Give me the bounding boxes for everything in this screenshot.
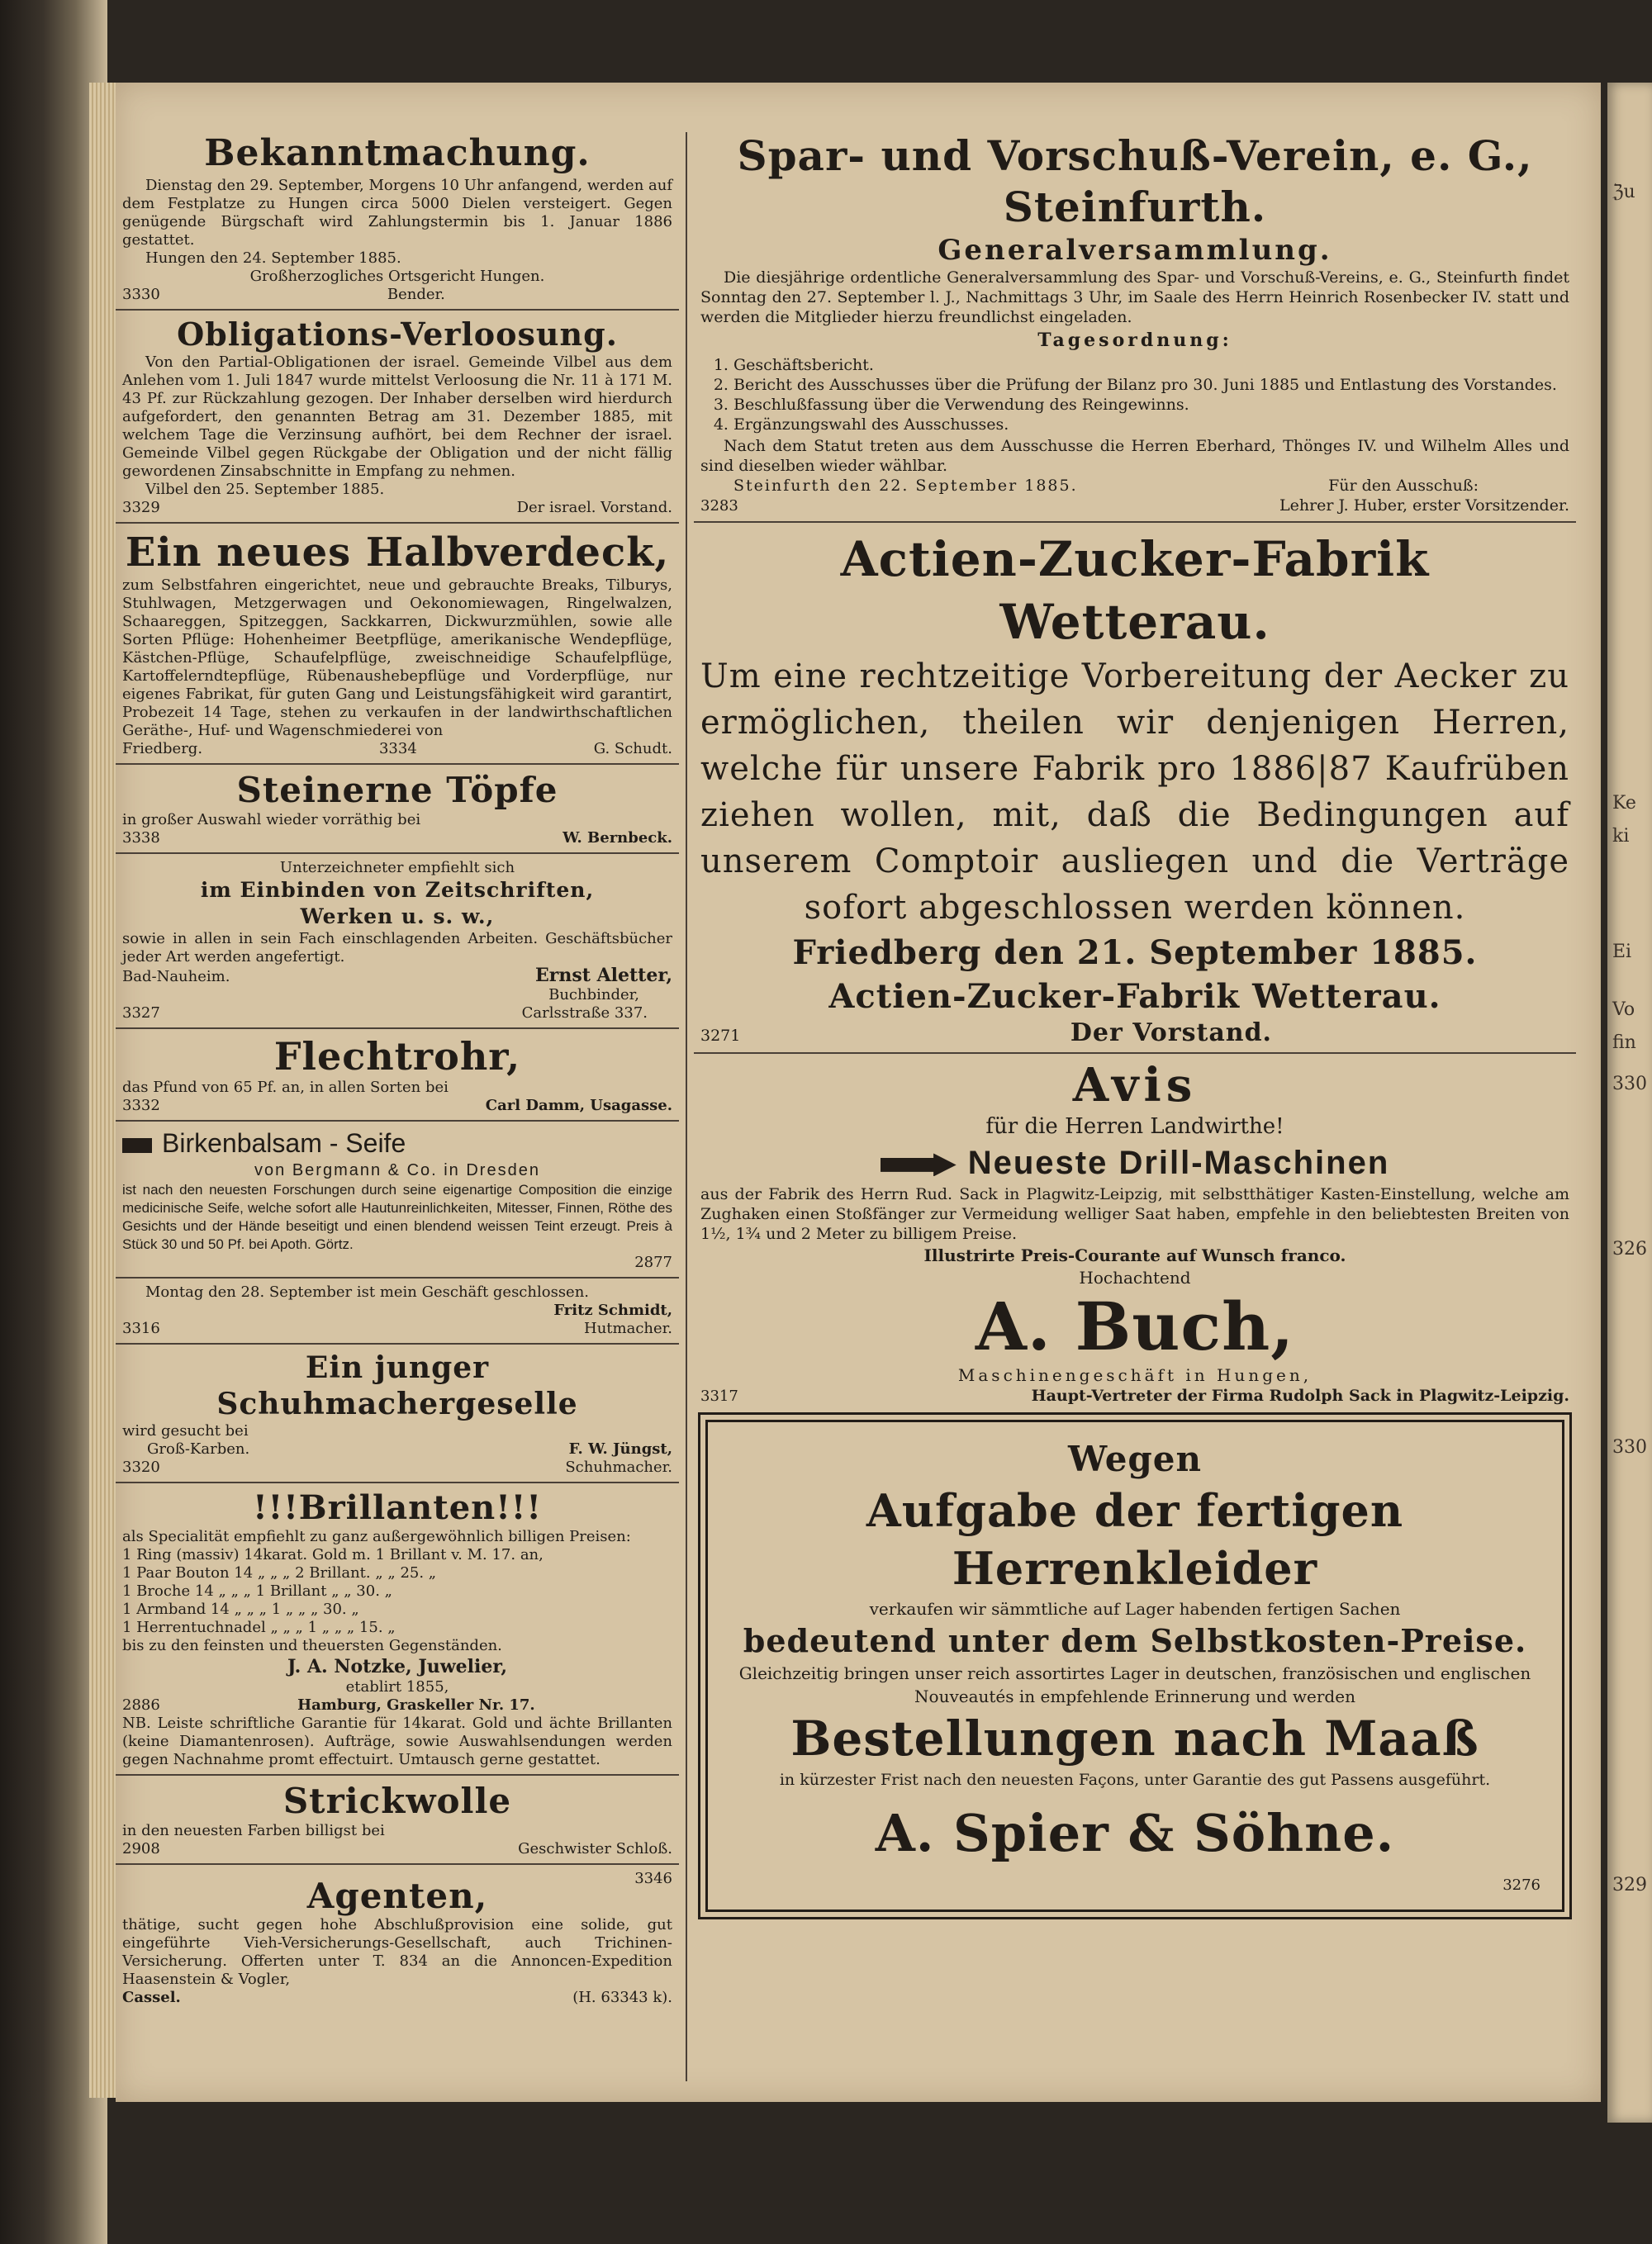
pointing-hand-icon [881,1153,957,1176]
ad-zucker [694,528,1576,1047]
ad-signer: Geschwister Schloß. [518,1840,672,1857]
ad-title: !!!Brillanten!!! [253,1488,542,1527]
ad-number: 3329 [122,499,160,516]
ad-signer: Actien-Zucker-Fabrik Wetterau. [828,977,1441,1016]
ad-title: Actien-Zucker-Fabrik Wetterau. [840,531,1430,650]
ad-number: 3338 [122,829,160,847]
next-page-fragment: 329 [1612,1875,1647,1895]
ad-intro: als Specialität empfiehlt zu ganz außergewöhnlich billigen Preisen: [122,1528,631,1545]
ad-body: Die diesjährige ordentliche Generalversammlung des Spar- und Vorschuß-Vereins, e. G., Steinfurth findet Sonntag den 27. September l. J., Nachmittags 3 Uhr, im Saale des Herrn Heinrich Rosenbecker IV. statt und werden die Mitglieder hierzu freundlichst eingeladen. [700,268,1569,326]
ad-number: 3346 [634,1870,672,1887]
ad-number: 2886 [122,1696,160,1714]
ad-number: 2908 [122,1840,160,1857]
ad-headline: Neueste Drill-Maschinen [967,1145,1390,1181]
ad-number: 3334 [378,740,417,757]
ad-title: Birkenbalsam - Seife [162,1128,406,1158]
ad-name: Ernst Aletter, [535,965,672,986]
divider [116,1774,679,1776]
left-column [116,130,679,2007]
ad-signer: Lehrer J. Huber, erster Vorsitzender. [1279,496,1569,515]
divider [694,521,1576,523]
agenda-title: Tagesordnung: [1037,330,1232,351]
ad-place: Bad-Nauheim. [122,968,230,985]
ad-place: Groß-Karben. [147,1440,250,1458]
ad-title: Ein junger Schuhmachergeselle [216,1350,578,1421]
ad-name: Fritz Schmidt, [553,1302,672,1319]
divider [116,1277,679,1279]
ad-for: Für den Ausschuß: [1328,477,1479,495]
ad-line: Gleichzeitig bringen unser reich assortirtes Lager in deutschen, französischen und englischen Nouveautés in empfehlende Erinnerung und werden [738,1663,1531,1706]
ad-date: Friedberg den 21. September 1885. [792,933,1478,972]
ad-brillanten [116,1488,679,1769]
divider [116,1343,679,1345]
ad-illus: Illustrirte Preis-Courante auf Wunsch franco. [923,1245,1346,1265]
page-stack-edge [89,83,116,2098]
ad-headline: Bestellungen nach Maaß [790,1710,1479,1767]
next-page-fragment: ki [1612,826,1630,847]
next-page-fragment: 330 [1612,1437,1647,1458]
ad-strickwolle [116,1781,679,1858]
ad-place: Friedberg. [122,740,203,757]
ad-date: Steinfurth den 22. September 1885. [733,477,1078,495]
ad-toepfe [116,770,679,847]
agenda-item: 2. Bericht des Ausschusses über die Prüfung der Bilanz pro 30. Juni 1885 und Entlastung des Vorstandes. [733,375,1569,395]
ad-number: 2877 [634,1254,672,1271]
ad-name: F. W. Jüngst, [568,1440,672,1458]
ad-title: Agenten, [306,1876,488,1916]
ad-name: A. Buch, [975,1288,1295,1365]
divider [116,309,679,311]
ad-bekanntmachung [116,130,679,304]
ad-schuhmacher [116,1350,679,1477]
ad-title: Avis [1072,1058,1198,1113]
ad-date: Hungen den 24. September 1885. [145,249,401,267]
ad-line: verkaufen wir sämmtliche auf Lager habenden fertigen Sachen [869,1599,1401,1619]
ad-city: Hamburg, Graskeller Nr. 17. [297,1696,535,1714]
ad-body: aus der Fabrik des Herrn Rud. Sack in Plagwitz-Leipzig, mit selbstthätiger Kasten-Einstellung, welche am Zughaken einen Stoßfänger zur Vermeidung welliger Saat haben, empfehle in den beliebtesten Breiten von 1½, 1¾ und 2 Meter zu billigem Preise. [700,1185,1569,1243]
ad-flechtrohr [116,1034,679,1115]
agenda-list [700,355,1569,434]
ad-rep: Haupt-Vertreter der Firma Rudolph Sack in Plagwitz-Leipzig. [1031,1387,1569,1405]
ad-body: thätige, sucht gegen hohe Abschlußprovision eine solide, gut eingeführte Vieh-Versicherungs-Gesellschaft, auch Trichinen-Versicherung. Offerten unter T. 834 an die Annoncen-Expedition Haasenstein & Vogler, [122,1916,672,1988]
ad-halbverdeck [116,529,679,758]
divider [116,522,679,524]
price-line: 1 Paar Bouton 14 „ „ „ 2 Brillant. „ „ 25. „ [122,1564,437,1582]
next-page-fragment: 326 [1612,1239,1647,1260]
price-line: 1 Herrentuchnadel „ „ „ 1 „ „ „ 15. „ [122,1619,396,1636]
ad-number: 3330 [122,286,160,303]
ad-role: Hutmacher. [584,1320,672,1337]
next-page-fragment: ℨu [1612,182,1635,202]
agenda-item: 4. Ergänzungswahl des Ausschusses. [733,415,1569,434]
column-divider [686,132,687,2081]
ad-obligations [116,315,679,517]
newspaper-page [116,83,1601,2102]
ad-number: 3283 [700,497,738,515]
agenda-item: 1. Geschäftsbericht. [733,355,1569,375]
ad-birkenbalsam [116,1127,679,1272]
ad-nb: NB. Leiste schriftliche Garantie für 14karat. Gold und ächte Brillanten (keine Diamantenrosen). Aufträge, sowie Auswahlsendungen werden gegen Nachnahme promt effectuirt. Umtausch gerne gestattet. [122,1715,672,1768]
black-bar-mark [122,1138,152,1153]
ad-role: Buchbinder, [548,986,639,1003]
ad-body: Montag den 28. September ist mein Geschäft geschlossen. [145,1283,590,1301]
divider [116,763,679,765]
next-page-fragment: Ei [1612,942,1632,962]
ad-sub: für die Herren Landwirthe! [985,1114,1284,1139]
ad-number: 3276 [1502,1876,1540,1894]
ad-tail: bis zu den feinsten und theuersten Gegenständen. [122,1637,502,1654]
ad-maker: von Bergmann & Co. in Dresden [254,1161,540,1179]
ad-sparverein [694,130,1576,516]
next-page-fragment: Vo [1612,999,1635,1020]
ad-title: Ein neues Halbverdeck, [125,529,670,576]
ad-body: sowie in allen in sein Fach einschlagenden Arbeiten. Geschäftsbücher jeder Art werden angefertigt. [122,930,672,965]
ad-date: Vilbel den 25. September 1885. [145,481,385,498]
ad-title: Strickwolle [282,1781,512,1821]
ad-subtitle: Generalversammlung. [938,234,1332,267]
ad-body: zum Selbstfahren eingerichtet, neue und gebrauchte Breaks, Tilburys, Stuhlwagen, Metzgerwagen und Oekonomiewagen, Ringelwalzen, Schaareggen, Spitzeggen, Sackkarren, Dickwurzmühlen, sowie alle Sorten Pflüge: Hohenheimer Beetpflüge, amerikanische Wendepflüge, Kästchen-Pflüge, Schaufelpflüge, zweischneidige Schaufelpflüge, Kartoffelerndtepflüge, Rübenaushebepflüge und Vorderpflüge, nur eigenes Fabrikat, für guten Gang und Leistungsfähigkeit wird garantirt, Probezeit 14 Tage, stehen zu verkaufen in der landwirthschaftlichen Geräthe-, Huf- und Wagenschmiederei von [122,576,672,739]
ad-signer: Carl Damm, Usagasse. [485,1097,672,1114]
ad-greeting: Hochachtend [1079,1268,1191,1288]
next-page-fragment: 330 [1612,1074,1647,1094]
next-page-fragment: fin [1612,1032,1636,1053]
ad-authority: Großherzogliches Ortsgericht Hungen. [249,268,545,285]
ad-signer: Bender. [387,286,445,303]
divider [116,1863,679,1865]
ad-firm: Maschinengeschäft in Hungen, [957,1365,1313,1385]
ad-aletter [116,859,679,1022]
ad-title: Steinerne Töpfe [236,770,558,810]
ad-title: Aufgabe der fertigen Herrenkleider [866,1484,1404,1595]
ad-ref: (H. 63343 k). [572,1989,672,2006]
agenda-item: 3. Beschlußfassung über die Verwendung des Reingewinns. [733,395,1569,415]
price-line: 1 Broche 14 „ „ „ 1 Brillant „ „ 30. „ [122,1582,392,1600]
divider [694,1052,1576,1054]
ad-number: 3320 [122,1459,160,1476]
ad-est: etablirt 1855, [345,1678,449,1696]
next-page-fragment: Ke [1612,793,1636,814]
ad-name: A. Spier & Söhne. [875,1803,1395,1863]
next-page-strip [1607,83,1652,2123]
ad-signer: Der israel. Vorstand. [516,499,672,516]
ad-number: 3316 [122,1320,160,1337]
ad-body: Von den Partial-Obligationen der israel. Gemeinde Vilbel aus dem Anlehen vom 1. Juli 1847 wurde mittelst Verloosung die Nr. 11 à 171 M. 43 Pf. zur Rückzahlung gezogen. Der Inhaber derselben wird hierdurch aufgefordert, den genannten Betrag am 31. Dezember 1885, mit welchem Tage die Verzinsung aufhört, bei dem Rechner der israel. Gemeinde Vilbel gegen Rückgabe der Obligation und der nicht fällig gewordenen Zinsabschnitte in Empfang zu nehmen. [122,353,672,480]
price-line: 1 Armband 14 „ „ „ 1 „ „ „ 30. „ [122,1601,359,1618]
ad-body: in den neuesten Farben billigst bei [122,1822,385,1839]
divider [116,1120,679,1122]
ad-title: Spar- und Vorschuß-Verein, e. G., Steinfurth. [737,131,1533,231]
ad-body: Dienstag den 29. September, Morgens 10 Uhr anfangend, werden auf dem Festplatze zu Hungen circa 5000 Dielen versteigert. Gegen genügende Bürgschaft wird Zahlungstermin bis 1. Januar 1886 gestattet. [122,177,672,249]
ad-body: Um eine rechtzeitige Vorbereitung der Aecker zu ermöglichen, theilen wir denjenigen Herren, welche für unsere Fabrik pro 1886|87 Kaufrüben ziehen wollen, mit, daß die Bedingungen auf unserem Comptoir ausliegen und die Verträge sofort abgeschlossen werden können. [700,657,1569,927]
ad-number: 3327 [122,1004,160,1022]
ad-board: Der Vorstand. [1070,1018,1272,1047]
ad-number: 3271 [700,1027,741,1045]
ad-number: 3332 [122,1097,160,1114]
ad-title: Wegen [1067,1439,1203,1479]
divider [116,852,679,854]
ad-headline: Werken u. s. w., [300,904,495,928]
ad-title: Flechtrohr, [273,1034,521,1079]
ad-title: Bekanntmachung. [204,132,591,174]
ad-line: in kürzester Frist nach den neuesten Façons, unter Garantie des gut Passens ausgeführt. [779,1771,1491,1789]
ad-number: 3317 [700,1388,738,1405]
right-column [694,130,1576,1912]
ad-statute: Nach dem Statut treten aus dem Ausschusse die Herren Eberhard, Thönges IV. und Wilhelm Alles und sind dieselben wieder wählbar. [700,437,1569,475]
divider [116,1027,679,1029]
ad-body: wird gesucht bei [122,1422,249,1440]
ad-name: J. A. Notzke, Juwelier, [287,1656,508,1677]
ad-avis [694,1059,1576,1407]
ad-schmidt [116,1283,679,1338]
ad-headline: im Einbinden von Zeitschriften, [200,878,595,902]
price-line: 1 Ring (massiv) 14karat. Gold m. 1 Brillant v. M. 17. an, [122,1546,544,1563]
ad-address: Carlsstraße 337. [521,1004,648,1022]
ad-city: Cassel. [122,1989,181,2006]
ad-role: Schuhmacher. [565,1459,672,1476]
ad-intro: Unterzeichneter empfiehlt sich [279,859,515,876]
divider [116,1482,679,1483]
ad-body: in großer Auswahl wieder vorräthig bei [122,811,421,828]
ad-signer: G. Schudt. [593,740,672,757]
ad-signer: W. Bernbeck. [563,829,672,847]
ad-agenten [116,1870,679,2007]
ad-title: Obligations-Verloosung. [177,315,618,353]
ad-body: das Pfund von 65 Pf. an, in allen Sorten bei [122,1079,449,1096]
ad-spier [705,1420,1564,1912]
ad-body: ist nach den neuesten Forschungen durch seine eigenartige Composition die einzige medicinische Seife, welche sofort alle Hautunreinlichkeiten, Mitesser, Finnen, Röthe des Gesichts und der Hände beseitigt und einen blendend weissen Teint erzeugt. Preis à Stück 30 und 50 Pf. bei Apoth. Görtz. [122,1182,672,1252]
ad-line: bedeutend unter dem Selbstkosten-Preise. [743,1622,1527,1659]
